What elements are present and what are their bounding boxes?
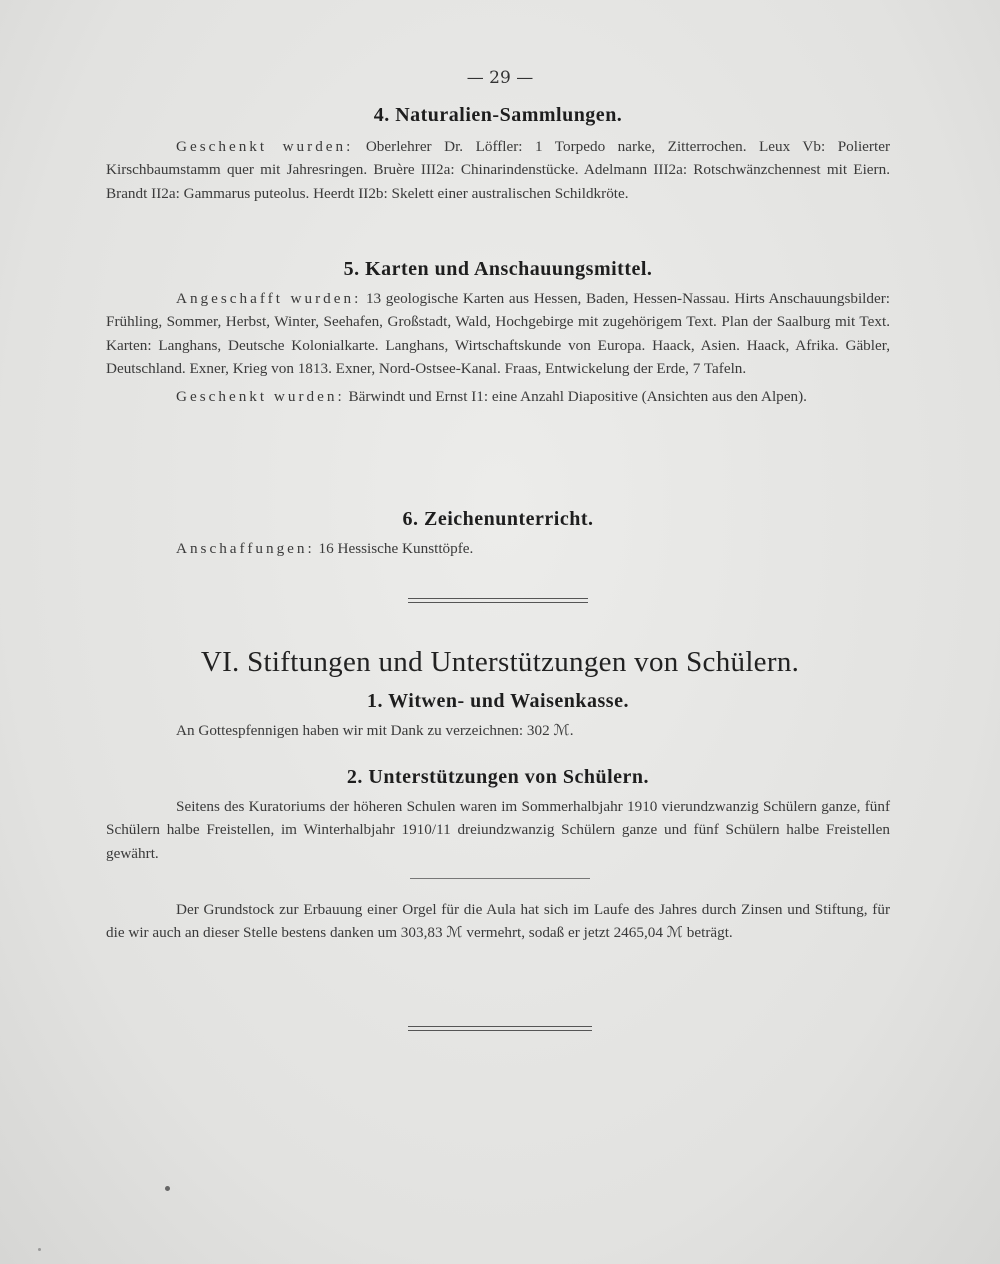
lead-geschenkt-karten: Geschenkt wurden:	[176, 387, 345, 405]
section-zeichen	[106, 508, 890, 560]
paragraph-geschenkt-karten	[106, 385, 890, 408]
text-naturalien: Oberlehrer Dr. Löffler: 1 Torpedo narke, Zitterrochen. Leux Vb: Polierter Kirschbaumstamm quer mit Jahresringen. Bruère III2a: Chinarindenstücke. Adelmann III2a: Rotschwänzchennest mit Eiern. Brandt II2a: Gammarus puteolus. Heerdt II2b: Skelett einer australischen Schildkröte.	[106, 138, 890, 202]
section-heading-witwen: 1. Witwen- und Waisenkasse.	[367, 690, 629, 712]
text-zeichen: 16 Hessische Kunsttöpfe.	[318, 540, 474, 557]
paragraph-orgel: Der Grundstock zur Erbauung einer Orgel für die Aula hat sich im Laufe des Jahres durch Zinsen und Stiftung, für die wir auch an dieser Stelle bestens danken um 303,83 ℳ vermehrt, sodaß er jetzt 2465,04 ℳ beträgt.	[106, 901, 890, 942]
chapter-title: VI. Stiftungen und Unterstützungen von Schülern.	[200, 646, 800, 678]
section-heading-naturalien: 4. Naturalien-Sammlungen.	[373, 104, 623, 126]
lead-geschenkt: Geschenkt wurden:	[176, 138, 354, 155]
page-number: — 29 —	[466, 68, 534, 88]
lead-angeschafft: Angeschafft wurden:	[176, 290, 362, 307]
paper-speck	[38, 1248, 41, 1251]
paragraph-naturalien	[106, 135, 890, 205]
single-rule-divider	[410, 878, 590, 879]
section-naturalien	[106, 104, 890, 205]
paper-speck	[165, 1186, 170, 1191]
section-heading-unterstuetzungen: 2. Unterstützungen von Schülern.	[346, 766, 650, 788]
section-heading-zeichen: 6. Zeichenunterricht.	[402, 508, 594, 530]
lead-anschaffungen: Anschaffungen:	[176, 540, 315, 557]
paragraph-angeschafft	[106, 287, 890, 381]
text-geschenkt-karten: Bärwindt und Ernst I1: eine Anzahl Diapositive (Ansichten aus den Alpen).	[348, 387, 807, 405]
section-unterstuetzungen	[106, 766, 890, 865]
paragraph-zeichen	[106, 537, 890, 560]
paragraph-witwen: An Gottespfennigen haben wir mit Dank zu verzeichnen: 302 ℳ.	[176, 722, 574, 739]
section-witwen	[106, 690, 890, 742]
section-heading-karten: 5. Karten und Anschauungsmittel.	[343, 258, 653, 280]
double-rule-divider	[408, 598, 588, 603]
end-double-rule	[408, 1026, 592, 1031]
text-angeschafft: 13 geologische Karten aus Hessen, Baden, Hessen-Nassau. Hirts Anschauungsbilder: Frühling, Sommer, Herbst, Winter, Seehafen, Großstadt, Wald, Hochgebirge mit zugehörigem Text. Plan der Saalburg mit Text. Karten: Langhans, Deutsche Kolonialkarte. Langhans, Wirtschaftskunde von Europa. Haack, Asien. Haack, Afrika. Gäbler, Deutschland. Exner, Krieg von 1813. Exner, Nord-Ostsee-Kanal. Fraas, Entwickelung der Erde, 7 Tafeln.	[106, 290, 891, 378]
paragraph-unterstuetzungen: Seitens des Kuratoriums der höheren Schulen waren im Sommerhalbjahr 1910 vierundzwanzig Schülern ganze, fünf Schülern halbe Freistellen, im Winterhalbjahr 1910/11 dreiundzwanzig Schülern ganze und fünf Schülern halbe Freistellen gewährt.	[106, 798, 890, 862]
section-orgel	[106, 898, 890, 945]
section-karten	[106, 258, 890, 408]
